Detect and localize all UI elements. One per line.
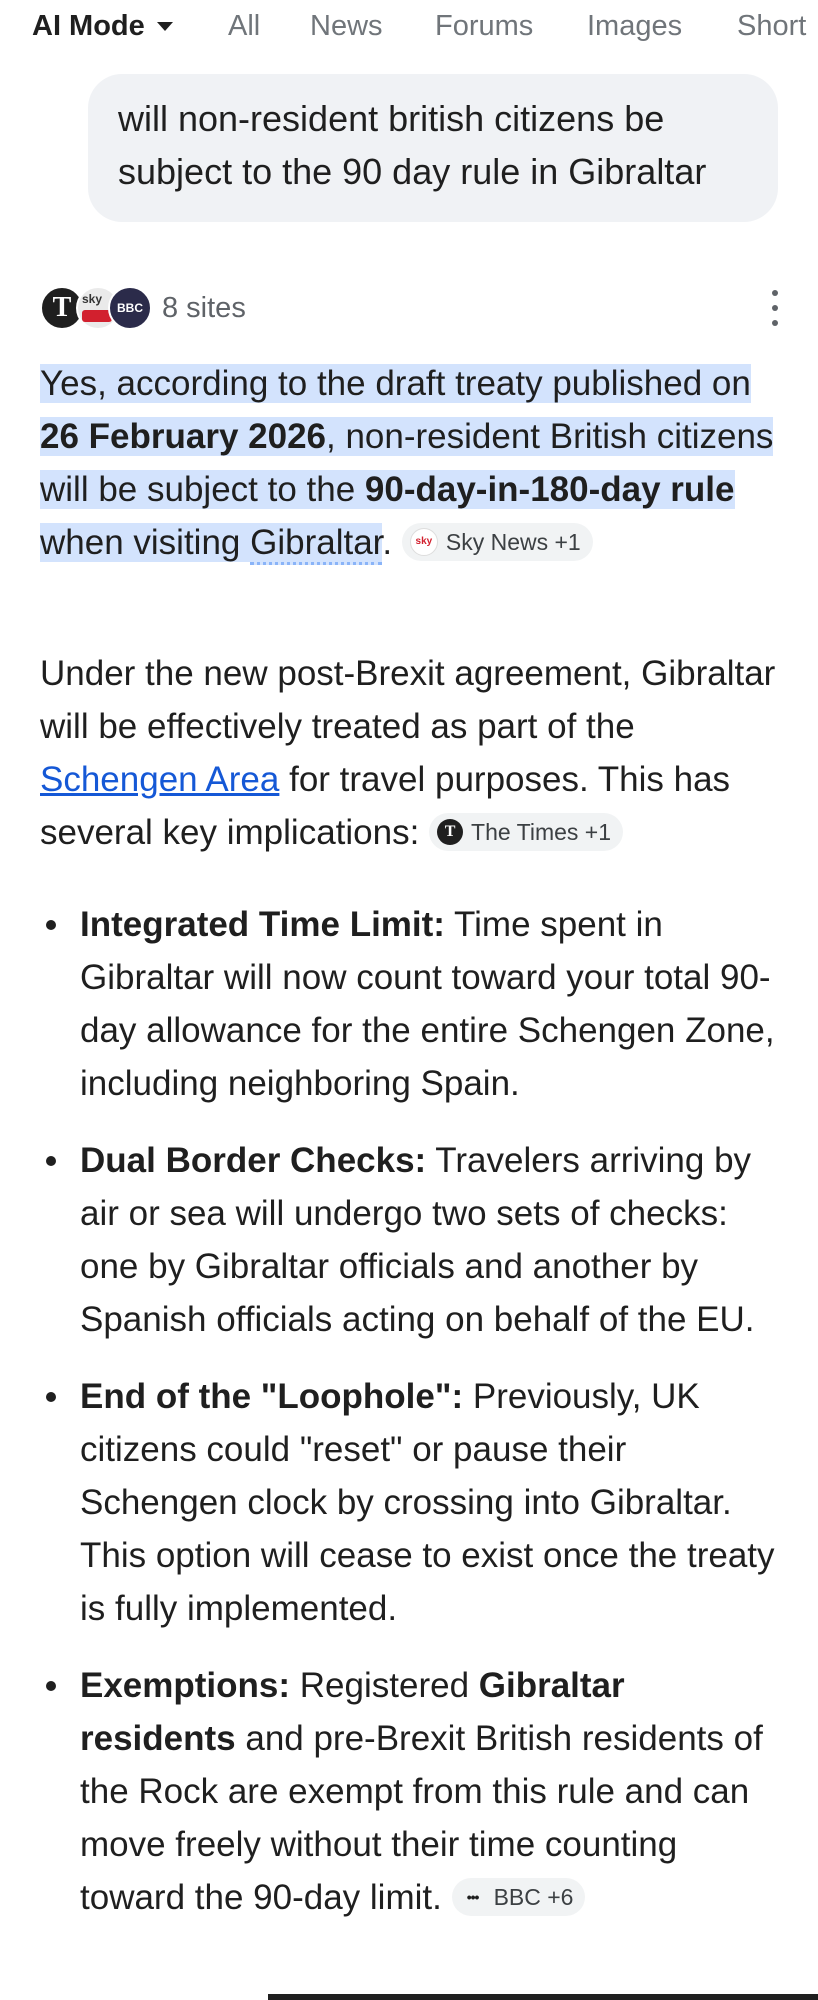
source-chip-bbc[interactable] (452, 1878, 586, 1916)
source-chip-the-times[interactable] (429, 813, 623, 851)
bullet-title: Exemptions: (80, 1666, 291, 1705)
search-mode-tabs (0, 0, 818, 52)
chip-label: The Times +1 (471, 818, 612, 845)
tab-ai-mode[interactable] (32, 8, 173, 44)
intro-paragraph: Under the new post-Brexit agreement, Gibraltar will be effectively treated as part of the Schengen Area for travel purposes. This has several key implications: T The Times +1 (40, 654, 776, 852)
tab-forums[interactable]: Forums (435, 10, 534, 42)
gibraltar-term[interactable]: Gibraltar (250, 523, 382, 565)
chevron-down-icon[interactable] (157, 22, 173, 31)
answer-date: 26 February 2026 (40, 417, 327, 456)
sources-row[interactable] (40, 286, 780, 330)
the-times-icon: T (40, 286, 84, 330)
user-query-bubble: will non-resident british citizens be subject to the 90 day rule in Gibraltar (88, 74, 778, 222)
sky-news-icon: sky (76, 286, 120, 330)
tab-news[interactable]: News (310, 10, 383, 42)
bullet-title: Integrated Time Limit: (80, 905, 445, 944)
implications-list (40, 898, 780, 1948)
list-item: Exemptions: Registered Gibraltar residents and pre-Brexit British residents of the Rock are exempt from this rule and can move freely without their time counting toward the 90-day limit. ••• BBC +6 (40, 1659, 780, 1924)
sky-news-icon: sky (410, 528, 438, 556)
the-times-icon: T (437, 819, 463, 845)
source-favicons (40, 286, 150, 330)
bullet-title: Dual Border Checks: (80, 1141, 427, 1180)
tab-short[interactable]: Short (737, 10, 807, 42)
more-dots-icon: ••• (466, 1888, 479, 1905)
list-item: Dual Border Checks: Travelers arriving by air or sea will undergo two sets of checks: one by Gibraltar officials and another by Spanish officials acting on behalf of the EU. (40, 1134, 780, 1346)
answer-rule: 90-day-in-180-day rule (364, 470, 735, 509)
more-options-icon[interactable] (770, 290, 780, 326)
tab-ai-mode-label: AI Mode (32, 10, 145, 42)
sites-count[interactable]: 8 sites (162, 292, 246, 324)
tab-all[interactable]: All (228, 10, 261, 42)
source-chip-sky-news[interactable] (402, 523, 593, 561)
answer-text: Yes, according to the draft treaty published on (40, 364, 751, 403)
tab-images[interactable]: Images (587, 10, 683, 42)
chip-label: BBC +6 (493, 1883, 574, 1910)
list-item: Integrated Time Limit: Time spent in Gibraltar will now count toward your total 90-day allowance for the entire Schengen Zone, including neighboring Spain. (40, 898, 780, 1110)
bottom-divider (268, 1994, 818, 2000)
bullet-title: End of the "Loophole": (80, 1377, 464, 1416)
bbc-icon: BBC (108, 286, 152, 330)
list-item: End of the "Loophole": Previously, UK citizens could "reset" or pause their Schengen clock by crossing into Gibraltar. This option will cease to exist once the treaty is fully implemented. (40, 1370, 780, 1635)
ai-answer-summary: Yes, according to the draft treaty published on 26 February 2026, non-resident British citizens will be subject to the 90-day-in-180-day rule when visiting Gibraltar. sky Sky News +1 (40, 357, 780, 569)
chip-label: Sky News +1 (445, 528, 581, 555)
schengen-area-link[interactable]: Schengen Area (40, 760, 280, 799)
